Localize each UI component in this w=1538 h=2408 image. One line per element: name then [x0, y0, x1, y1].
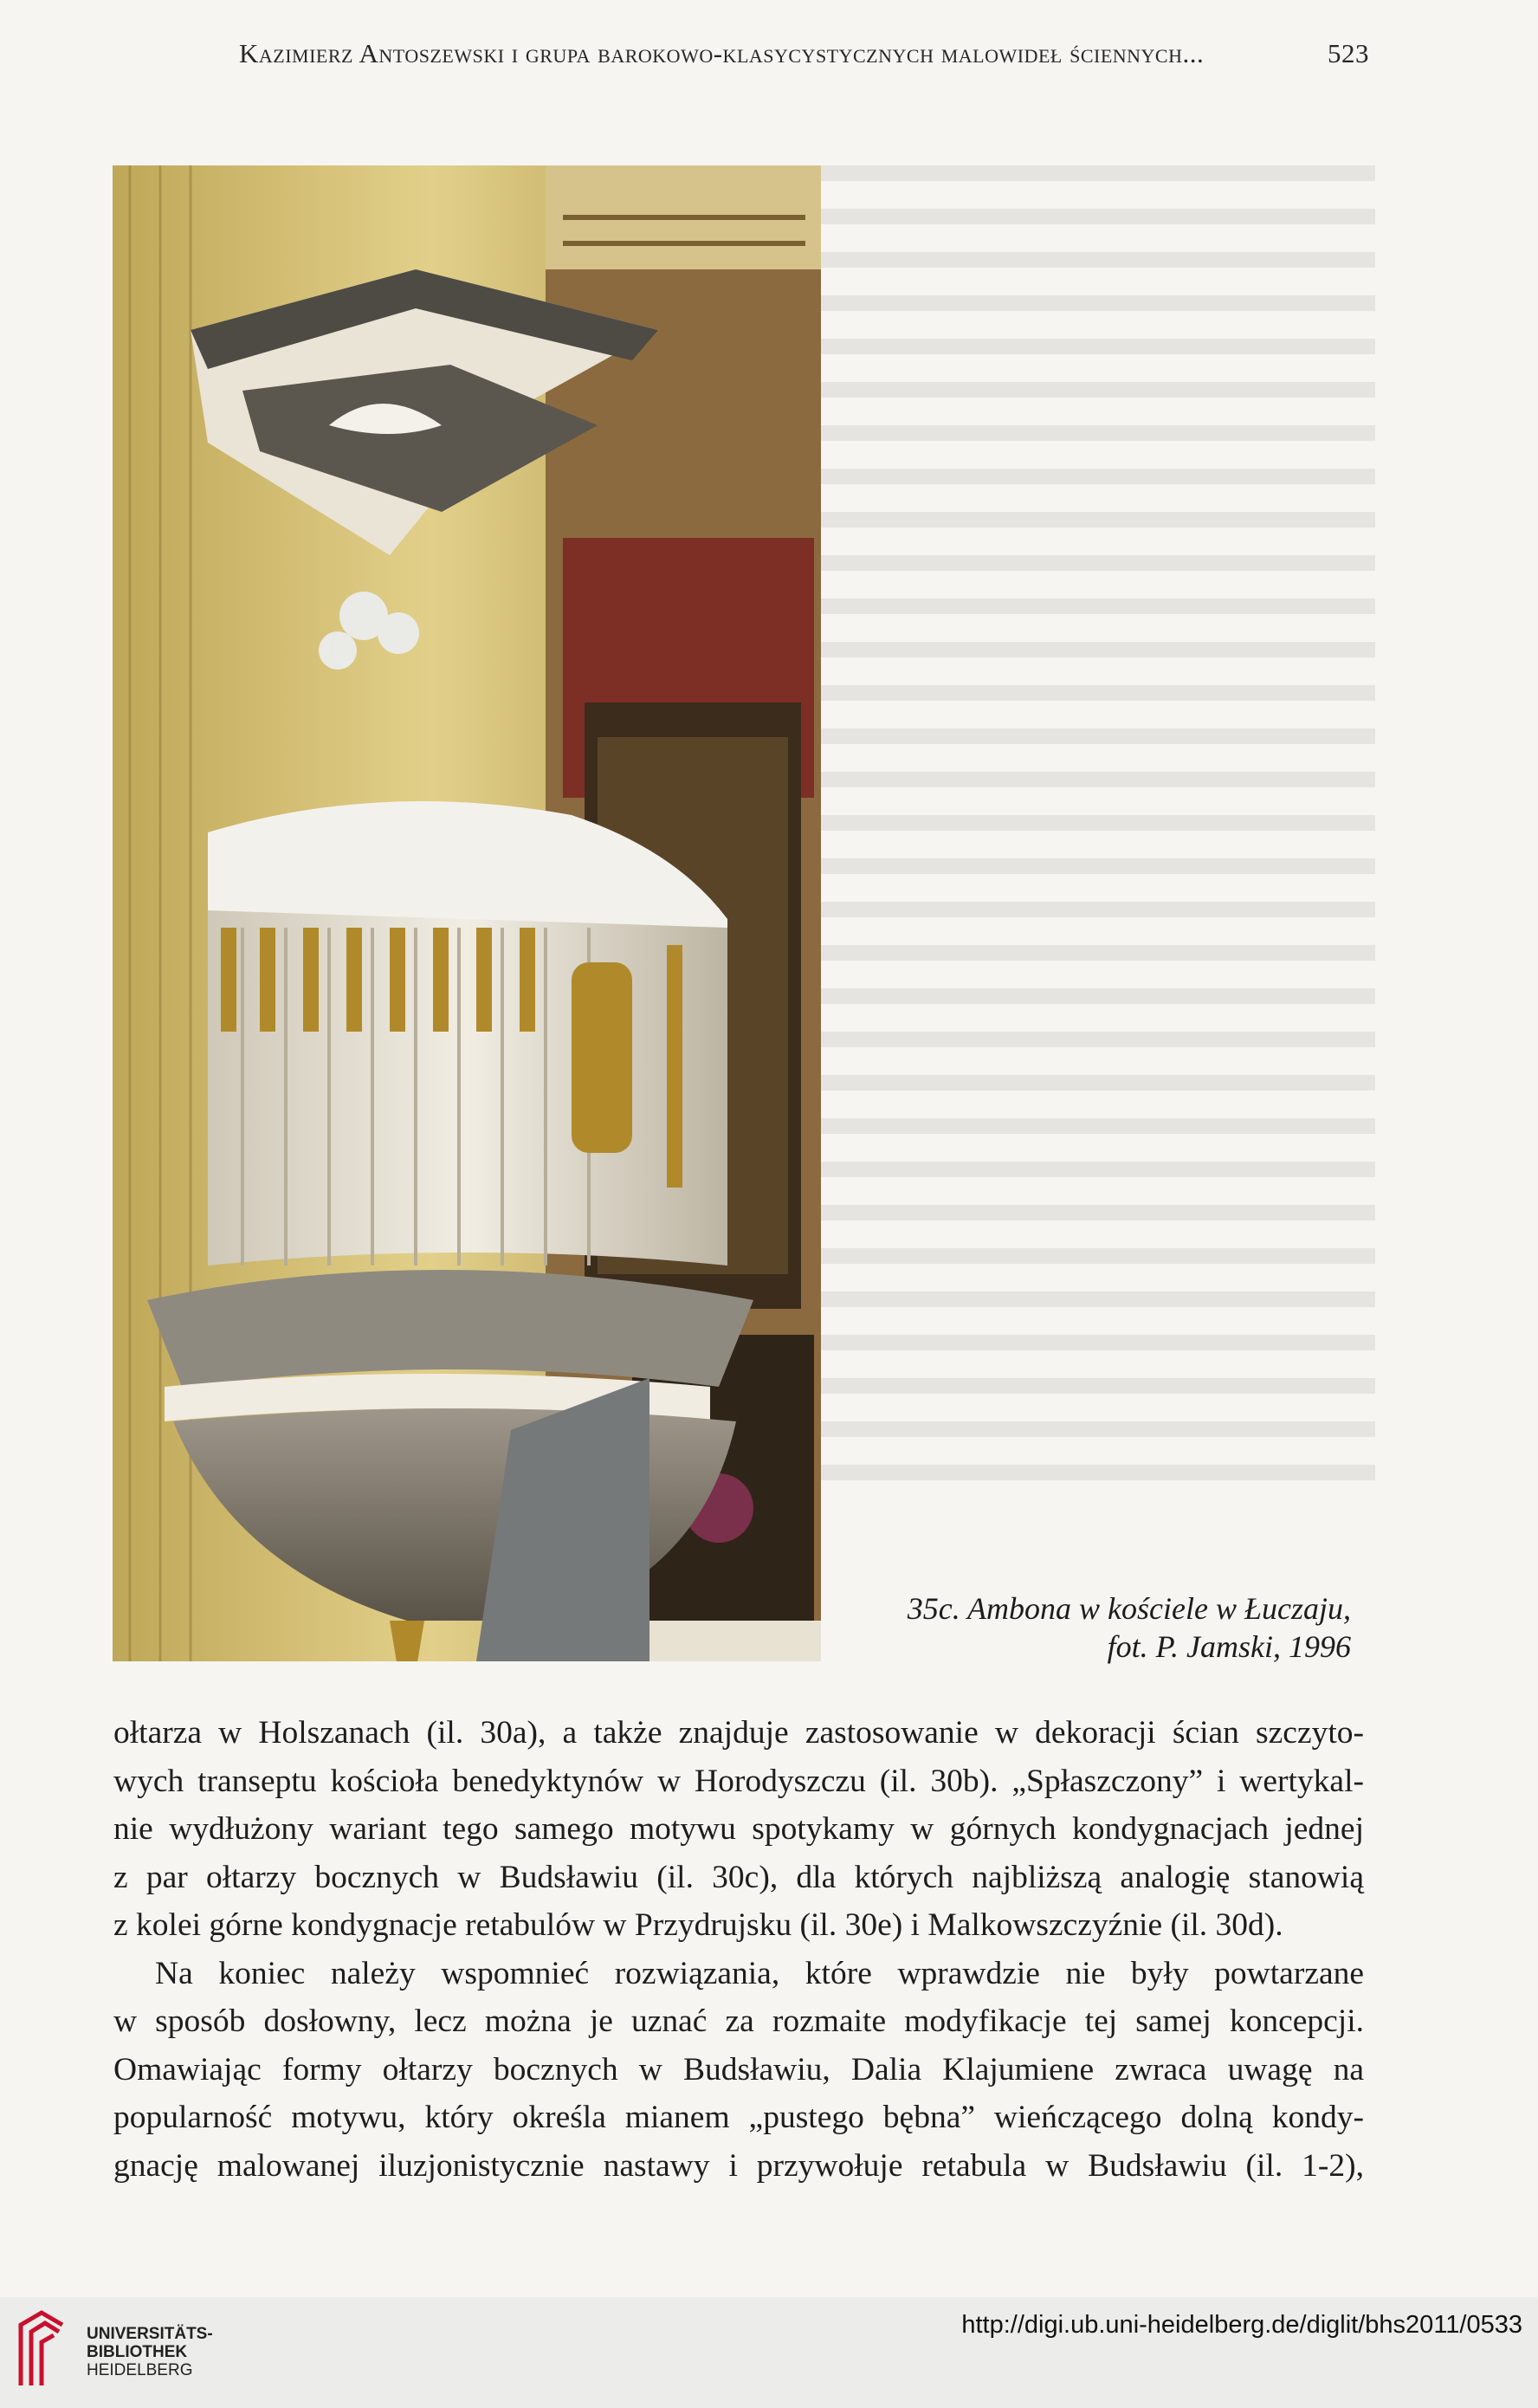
body-line: z par ołtarzy bocznych w Budsławiu (il. 30c), dla których najbliższą analogię stanowią: [113, 1859, 1364, 1895]
library-name: [87, 2325, 213, 2379]
figure-caption-line-1: 35c. Ambona w kościele w Łuczaju,: [907, 1591, 1351, 1626]
body-text: [113, 1709, 1364, 2190]
body-line: nie wydłużony wariant tego samego motywu spotykamy w górnych kondygnacjach jednej: [113, 1811, 1364, 1847]
running-head: [239, 38, 1369, 69]
library-name-line-1: UNIVERSITÄTS-: [87, 2325, 213, 2343]
body-line: wych transeptu kościoła benedyktynów w Horodyszczu (il. 30b). „Spłaszczony” i wertykal-: [113, 1763, 1364, 1799]
pulpit-photograph: [113, 165, 821, 1661]
running-head-title: Kazimierz Antoszewski i grupa barokowo-klasycystycznych malowideł ściennych...: [239, 38, 1205, 68]
body-line: ołtarza w Holszanach (il. 30a), a także znajduje zastosowanie w dekoracji ścian szczyto-: [113, 1715, 1364, 1751]
body-line: Omawiając formy ołtarzy bocznych w Budsławiu, Dalia Klajumiene zwraca uwagę na: [113, 2051, 1364, 2088]
body-line: w sposób dosłowny, lecz można je uznać za rozmaite modyfikacje tej samej koncepcji.: [113, 2003, 1364, 2039]
library-name-line-3: HEIDELBERG: [87, 2361, 193, 2379]
university-library-logo-icon[interactable]: [16, 2308, 71, 2391]
library-name-line-2: BIBLIOTHEK: [87, 2343, 188, 2361]
page-number: 523: [1328, 38, 1369, 68]
pulpit-illustration: [113, 165, 821, 1661]
figure-caption-line-2: fot. P. Jamski, 1996: [1107, 1629, 1351, 1664]
body-line: z kolei górne kondygnacje retabulów w Przydrujsku (il. 30e) i Malkowszczyźnie (il. 30d).: [113, 1907, 1283, 1943]
body-line: gnację malowanej iluzjonistycznie nastawy i przywołuje retabula w Budsławiu (il. 1-2),: [113, 2147, 1364, 2184]
permalink-url[interactable]: http://digi.ub.uni-heidelberg.de/diglit/bhs2011/0533: [961, 2311, 1522, 2339]
body-line: popularność motywu, który określa mianem „pustego bębna” wieńczącego dolną kondy-: [113, 2100, 1364, 2135]
body-line: Na koniec należy wspomnieć rozwiązania, które wprawdzie nie były powtarzane: [155, 1955, 1364, 1991]
show-through-text: [821, 165, 1375, 1499]
